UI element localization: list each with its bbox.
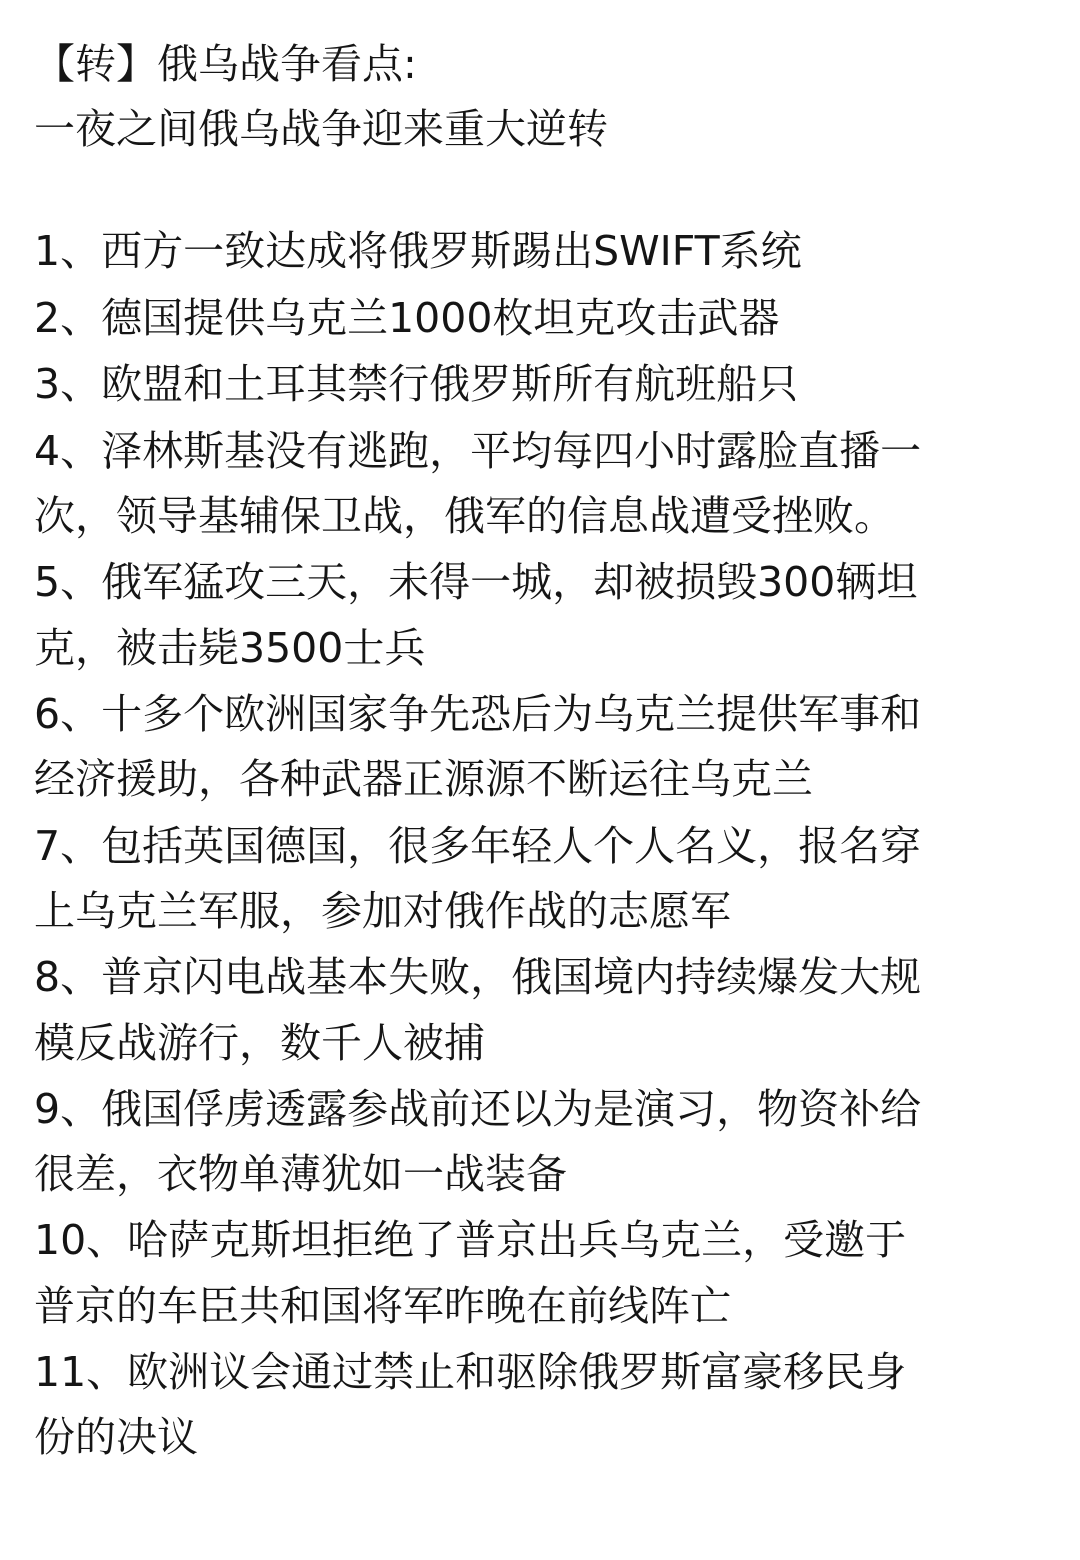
list-item-10-line-2: 普京的车臣共和国将军昨晚在前线阵亡 <box>34 1282 731 1330</box>
list-item-9-line-1: 9、俄国俘虏透露参战前还以为是演习，物资补给 <box>34 1085 922 1133</box>
list-item-5-line-2: 克，被击毙3500士兵 <box>34 624 426 672</box>
list-item-8-line-1: 8、普京闪电战基本失败，俄国境内持续爆发大规 <box>34 953 922 1001</box>
list-item-4-line-2: 次，领导基辅保卫战，俄军的信息战遭受挫败。 <box>34 492 895 540</box>
list-item-8-line-2: 模反战游行，数千人被捕 <box>34 1019 485 1067</box>
list-item-6-line-1: 6、十多个欧洲国家争先恐后为乌克兰提供军事和 <box>34 690 922 738</box>
list-item-7-line-2: 上乌克兰军服，参加对俄作战的志愿军 <box>34 887 731 935</box>
list-item-11-line-2: 份的决议 <box>34 1413 198 1461</box>
list-item-11-line-1: 11、欧洲议会通过禁止和驱除俄罗斯富豪移民身 <box>34 1348 907 1396</box>
list-item-6-line-2: 经济援助，各种武器正源源不断运往乌克兰 <box>34 755 813 803</box>
list-item-7-line-1: 7、包括英国德国，很多年轻人个人名义，报名穿 <box>34 822 922 870</box>
list-item-4-line-1: 4、泽林斯基没有逃跑，平均每四小时露脸直播一 <box>34 427 922 475</box>
list-item-9-line-2: 很差，衣物单薄犹如一战装备 <box>34 1150 567 1198</box>
list-item-2-line-1: 2、德国提供乌克兰1000枚坦克攻击武器 <box>34 294 780 342</box>
headline: 一夜之间俄乌战争迎来重大逆转 <box>34 105 608 153</box>
list-item-5-line-1: 5、俄军猛攻三天，未得一城，却被损毁300辆坦 <box>34 558 918 606</box>
list-item-1-line-1: 1、西方一致达成将俄罗斯踢出SWIFT系统 <box>34 227 802 275</box>
repost-title: 【转】俄乌战争看点: <box>34 40 417 88</box>
list-item-3-line-1: 3、欧盟和土耳其禁行俄罗斯所有航班船只 <box>34 360 799 408</box>
list-item-10-line-1: 10、哈萨克斯坦拒绝了普京出兵乌克兰，受邀于 <box>34 1216 907 1264</box>
